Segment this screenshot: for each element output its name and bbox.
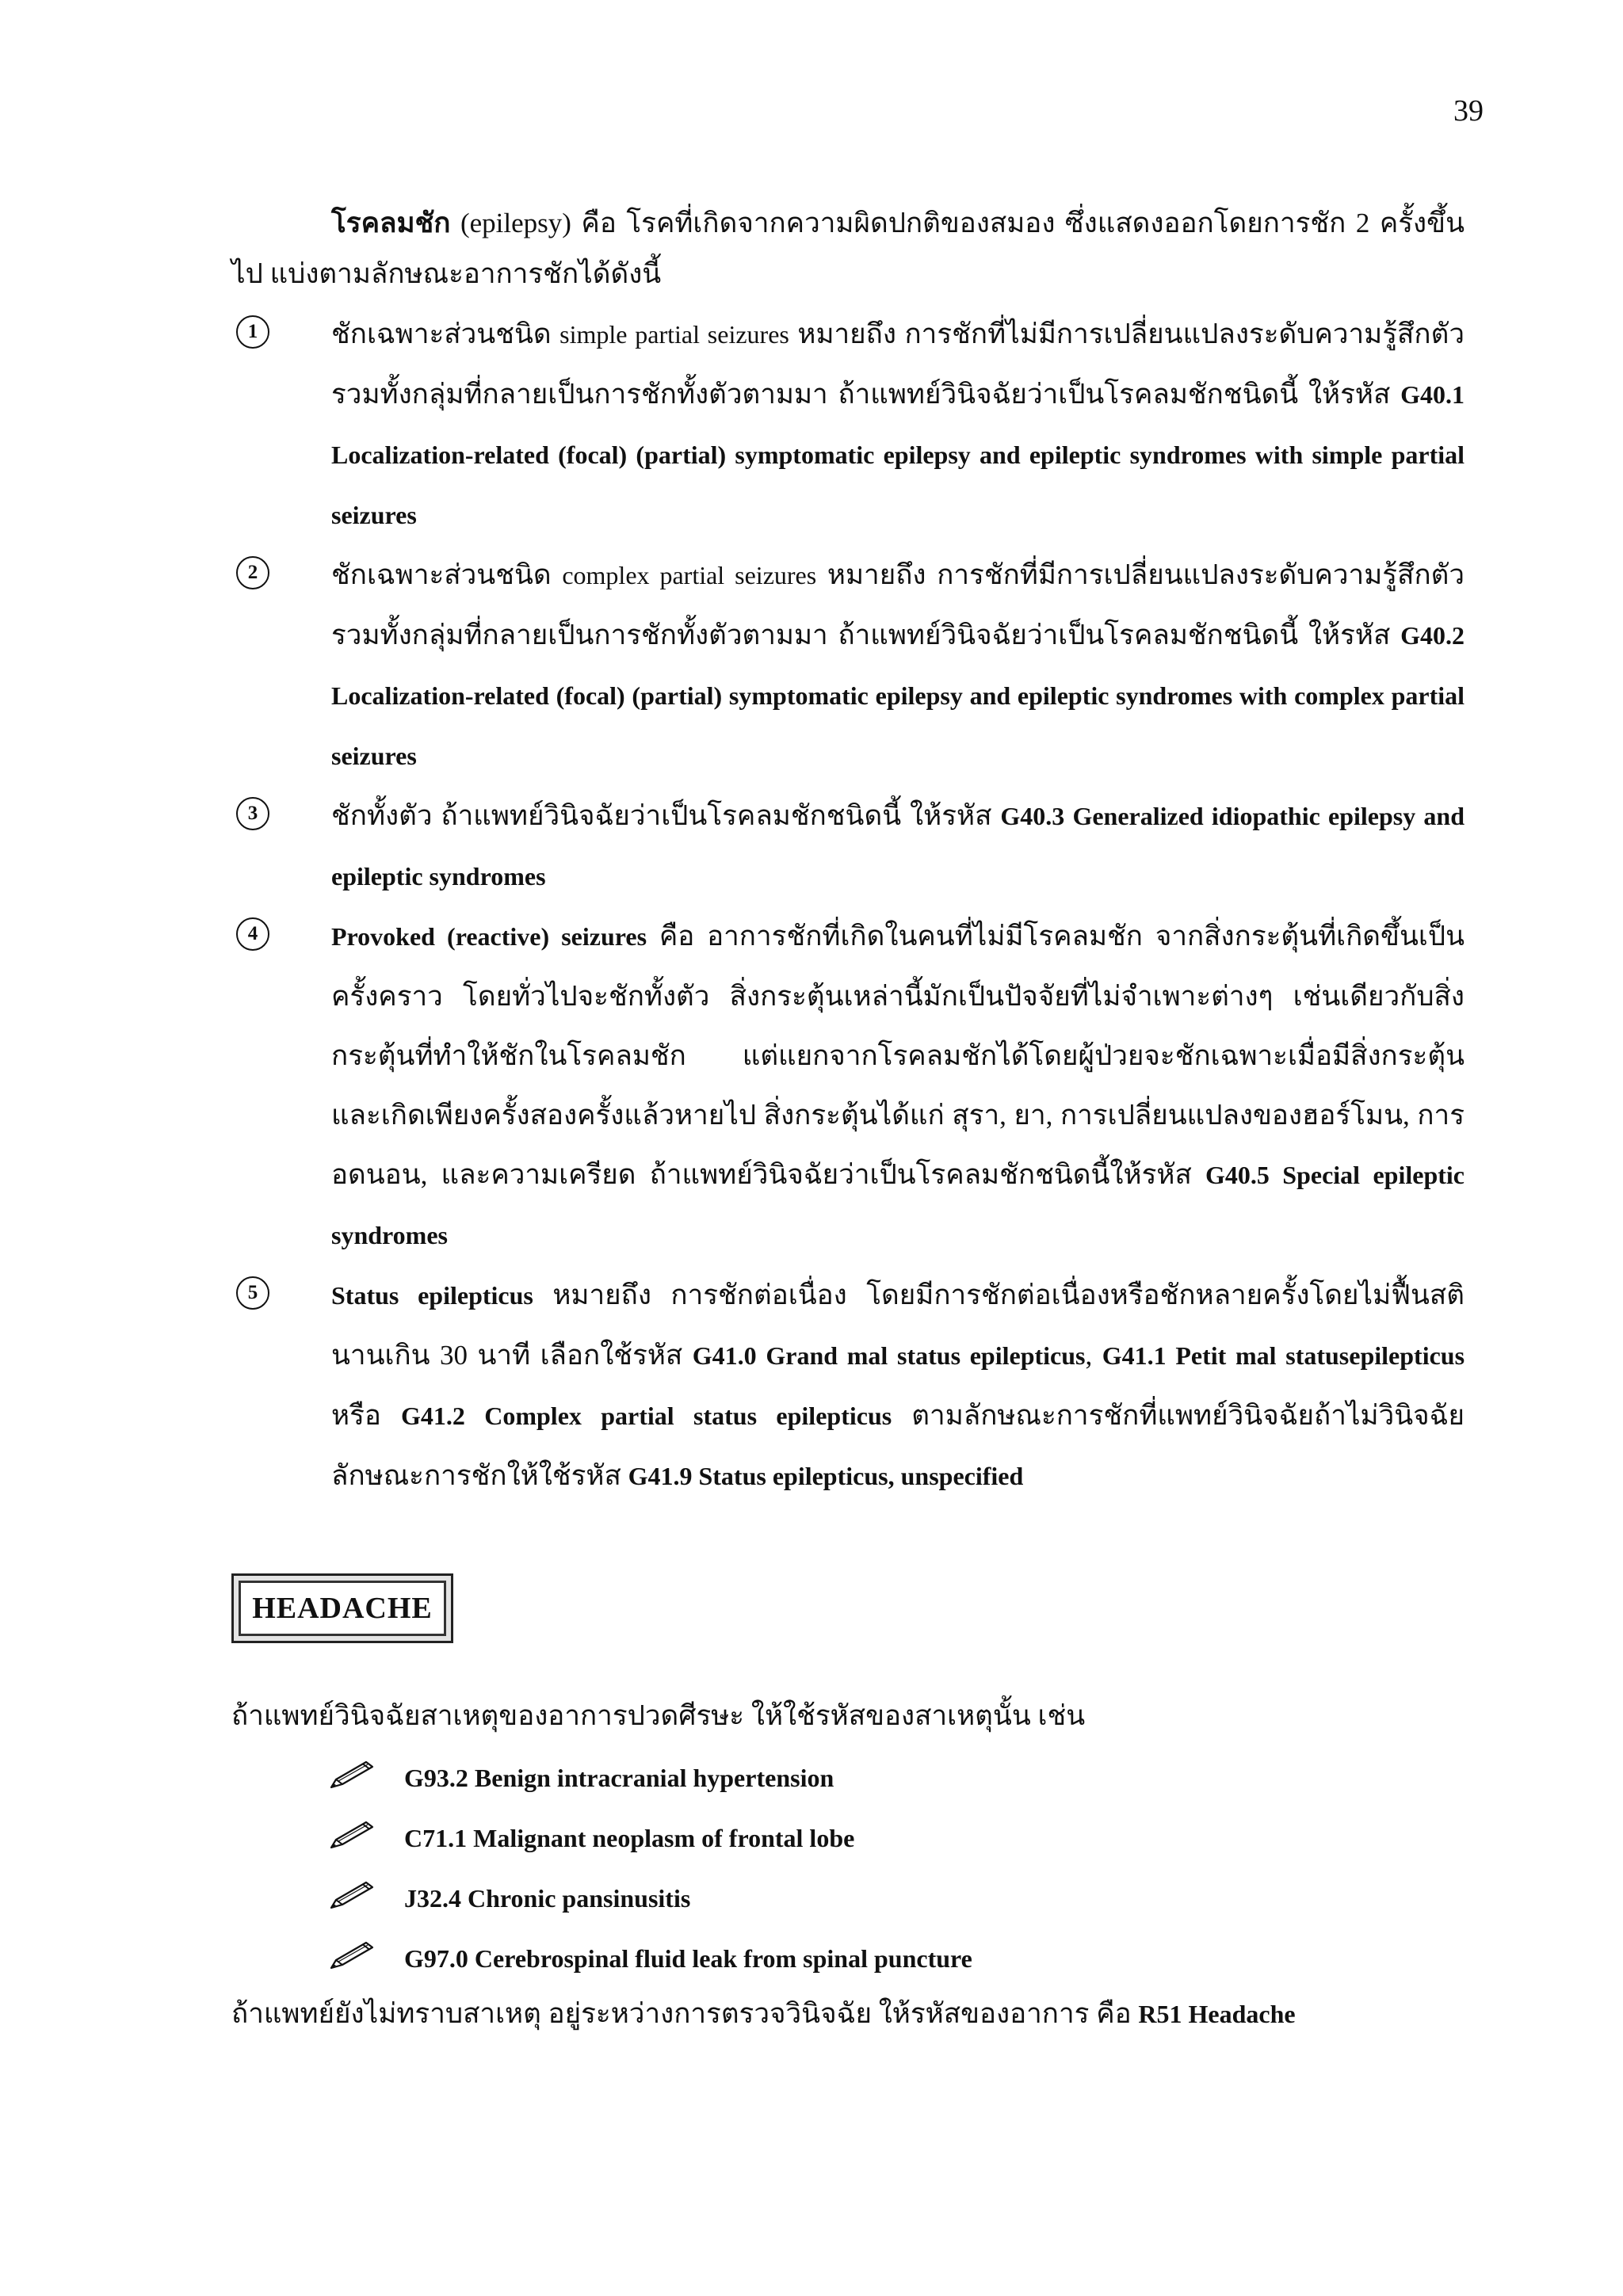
page-number: 39 <box>1453 94 1484 128</box>
icd-code-text: G93.2 Benign intracranial hypertension <box>404 1764 834 1792</box>
icd-code-text: G41.2 Complex partial status epilepticus <box>401 1402 892 1430</box>
headache-code-list <box>231 1748 1465 1989</box>
epilepsy-list <box>231 304 1465 1506</box>
outro-code: R51 Headache <box>1138 2000 1296 2028</box>
headache-section <box>231 1691 1465 2039</box>
pencil-icon <box>328 1819 376 1851</box>
circled-number-icon: 2 <box>236 556 269 589</box>
icd-code-text: Provoked (reactive) seizures <box>331 922 647 951</box>
item-text: ชักทั้งตัว ถ้าแพทย์วินิจฉัยว่าเป็นโรคลมชักชนิดนี้ ให้รหัส <box>331 800 1001 831</box>
intro-term: โรคลมชัก <box>331 208 451 238</box>
pencil-icon <box>328 1939 376 1971</box>
item-text: simple partial seizures <box>559 320 789 349</box>
icd-code-text: G41.0 Grand mal status epilepticus <box>692 1341 1086 1370</box>
icd-code-text: G40.1 Localization-related (focal) (partial) symptomatic epilepsy and epileptic syndromes with simple partial seizures <box>331 380 1465 529</box>
circled-number-icon: 3 <box>236 797 269 830</box>
pencil-icon <box>328 1759 376 1791</box>
circled-number-icon: 4 <box>236 917 269 951</box>
item-text: หมายถึง การชักที่มีการเปลี่ยนแปลงระดับความรู้สึกตัว รวมทั้งกลุ่มที่กลายเป็นการชักทั้งตัวตามมา ถ้าแพทย์วินิจฉัยว่าเป็นโรคลมชักชนิดนี้ ให้รหัส <box>331 559 1465 650</box>
icd-code-text: G41.1 Petit mal statusepilepticus <box>1102 1341 1465 1370</box>
headache-intro: ถ้าแพทย์วินิจฉัยสาเหตุของอาการปวดศีรษะ ให้ใช้รหัสของสาเหตุนั้น เช่น <box>231 1700 1086 1731</box>
list-item <box>231 1868 1465 1928</box>
circled-number-icon: 1 <box>236 315 269 349</box>
pencil-icon <box>328 1879 376 1911</box>
item-text: complex partial seizures <box>562 561 817 589</box>
icd-code-text: J32.4 Chronic pansinusitis <box>404 1884 691 1913</box>
headache-outro <box>231 1989 1465 2039</box>
item-text: หรือ <box>331 1400 401 1431</box>
item-text: ชักเฉพาะส่วนชนิด <box>331 559 563 590</box>
intro-text: (epilepsy) คือ โรคที่เกิดจากความผิดปกติของสมอง ซึ่งแสดงออกโดยการชัก 2 ครั้งขึ้นไป แบ่งตามลักษณะอาการชักได้ดังนี้ <box>231 208 1465 289</box>
item-text: ชักเฉพาะส่วนชนิด <box>331 318 560 349</box>
icd-code-text: G40.2 Localization-related (focal) (partial) symptomatic epilepsy and epileptic syndromes with complex partial seizures <box>331 621 1465 770</box>
list-item <box>231 1808 1465 1868</box>
item-text: คือ อาการชักที่เกิดในคนที่ไม่มีโรคลมชัก จากสิ่งกระตุ้นที่เกิดขึ้นเป็นครั้งคราว โดยทั่วไปจะชักทั้งตัว สิ่งกระตุ้นเหล่านี้มักเป็นปัจจัยที่ไม่จำเพาะต่างๆ เช่นเดียวกับสิ่งกระตุ้นที่ทำให้ชักในโรคลมชัก แต่แยกจากโรคลมชักได้โดยผู้ป่วยจะชักเฉพาะเมื่อมีสิ่งกระตุ้นและเกิดเพียงครั้งสองครั้งแล้วหายไป สิ่งกระตุ้นได้แก่ สุรา, ยา, การเปลี่ยนแปลงของฮอร์โมน, การอดนอน, และความเครียด ถ้าแพทย์วินิจฉัยว่าเป็นโรคลมชักชนิดนี้ให้รหัส <box>331 921 1465 1190</box>
list-item <box>231 1748 1465 1808</box>
list-item <box>231 545 1465 786</box>
item-text: , <box>1085 1340 1102 1371</box>
list-item <box>231 1265 1465 1506</box>
icd-code-text: G41.9 Status epilepticus, unspecified <box>628 1462 1024 1490</box>
icd-code-text: G97.0 Cerebrospinal fluid leak from spinal puncture <box>404 1944 972 1973</box>
epilepsy-section <box>231 198 1465 1506</box>
item-text: หมายถึง การชักที่ไม่มีการเปลี่ยนแปลงระดับความรู้สึกตัว รวมทั้งกลุ่มที่กลายเป็นการชักทั้งตัวตามมา ถ้าแพทย์วินิจฉัยว่าเป็นโรคลมชักชนิดนี้ ให้รหัส <box>331 318 1465 410</box>
icd-code-text: G40.3 Generalized idiopathic epilepsy and epileptic syndromes <box>331 802 1465 891</box>
icd-code-text: Status epilepticus <box>331 1281 533 1310</box>
epilepsy-intro <box>231 198 1465 299</box>
item-text: ตามลักษณะการชักที่แพทย์วินิจฉัยถ้าไม่วินิจฉัยลักษณะการชักให้ใช้รหัส <box>331 1400 1465 1491</box>
section-title: HEADACHE <box>252 1592 433 1625</box>
item-text: หมายถึง การชักต่อเนื่อง โดยมีการชักต่อเนื่องหรือชักหลายครั้งโดยไม่ฟื้นสตินานเกิน 30 นาที เลือกใช้รหัส <box>331 1280 1465 1371</box>
list-item <box>231 786 1465 906</box>
list-item <box>231 906 1465 1265</box>
icd-code-text: G40.5 Special epileptic syndromes <box>331 1161 1465 1249</box>
list-item <box>231 304 1465 545</box>
outro-text: ถ้าแพทย์ยังไม่ทราบสาเหตุ อยู่ระหว่างการตรวจวินิจฉัย ให้รหัสของอาการ คือ <box>231 1998 1139 2029</box>
circled-number-icon: 5 <box>236 1276 269 1310</box>
icd-code-text: C71.1 Malignant neoplasm of frontal lobe <box>404 1824 855 1852</box>
list-item <box>231 1928 1465 1989</box>
headache-section-box <box>231 1573 453 1643</box>
